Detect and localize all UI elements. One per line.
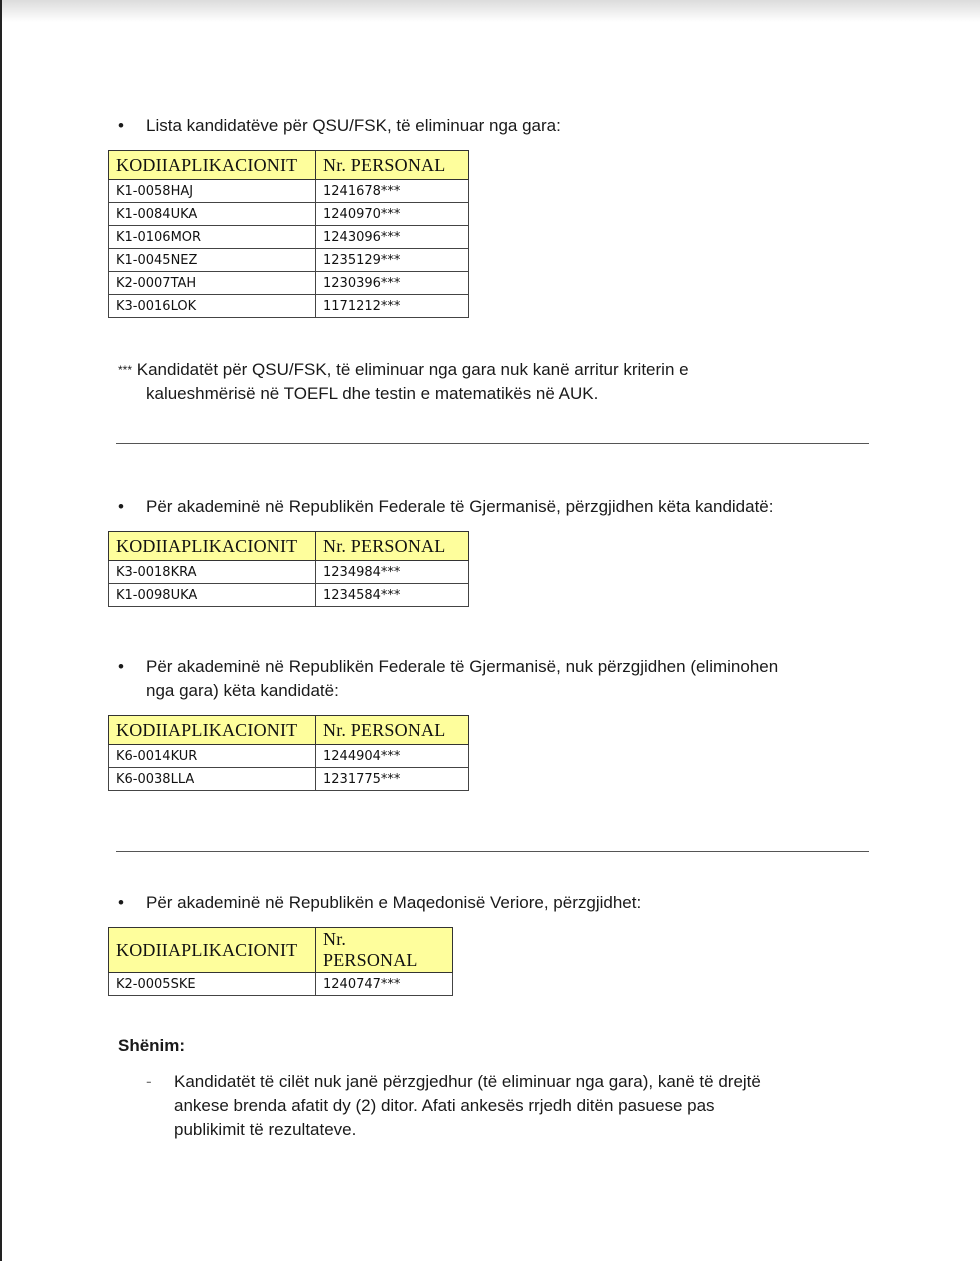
note-heading: Shënim:	[118, 1036, 186, 1055]
column-header-personal: Nr. PERSONAL	[316, 151, 469, 180]
application-code: K2-0005SKE	[109, 973, 316, 996]
table-header-row	[109, 928, 453, 973]
column-header-code: KODIIAPLIKACIONIT	[109, 151, 316, 180]
note-line1: Kandidatët të cilët nuk janë përzgjedhur (të eliminuar nga gara), kanë të drejtë	[174, 1072, 761, 1091]
bullet-icon: •	[118, 116, 124, 135]
application-code: K2-0007TAH	[109, 272, 316, 295]
table-header-row	[109, 716, 469, 745]
section3-heading-line1: Për akademinë në Republikën Federale të Gjermanisë, nuk përzgjidhen (eliminohen	[146, 657, 779, 676]
table-row	[109, 203, 469, 226]
personal-number: 1231775***	[316, 768, 469, 791]
column-header-personal: Nr. PERSONAL	[316, 716, 469, 745]
divider	[116, 443, 869, 444]
application-code: K1-0084UKA	[109, 203, 316, 226]
section2-table	[108, 531, 469, 607]
table-row	[109, 745, 469, 768]
table-row	[109, 973, 453, 996]
footnote-line1: Kandidatët për QSU/FSK, të eliminuar nga gara nuk kanë arritur kriterin e	[136, 360, 689, 379]
application-code: K1-0098UKA	[109, 584, 316, 607]
column-header-personal-line1: Nr.	[323, 929, 347, 949]
section2-heading-text: Për akademinë në Republikën Federale të Gjermanisë, përzgjidhen këta kandidatë:	[146, 497, 774, 516]
note-line3: publikimit të rezultateve.	[174, 1120, 357, 1139]
section4-heading	[118, 891, 641, 915]
table-row	[109, 561, 469, 584]
section1-heading-text: Lista kandidatëve për QSU/FSK, të eliminuar nga gara:	[146, 116, 561, 135]
personal-number: 1244904***	[316, 745, 469, 768]
note-item	[146, 1070, 846, 1142]
section1-table	[108, 150, 469, 318]
application-code: K3-0018KRA	[109, 561, 316, 584]
divider	[116, 851, 869, 852]
page-left-border	[0, 0, 2, 1261]
application-code: K6-0038LLA	[109, 768, 316, 791]
table-row	[109, 295, 469, 318]
table-row	[109, 180, 469, 203]
column-header-personal-line2: PERSONAL	[323, 950, 418, 970]
personal-number: 1241678***	[316, 180, 469, 203]
column-header-code: KODIIAPLIKACIONIT	[109, 928, 316, 973]
bullet-icon: •	[118, 657, 124, 676]
footnote-marker: ***	[118, 363, 133, 377]
section3-table	[108, 715, 469, 791]
section3-heading-line2: nga gara) këta kandidatë:	[146, 681, 339, 700]
footnote-line2: kalueshmërisë në TOEFL dhe testin e matematikës në AUK.	[146, 384, 599, 403]
personal-number: 1234584***	[316, 584, 469, 607]
section4-heading-text: Për akademinë në Republikën e Maqedonisë Veriore, përzgjidhet:	[146, 893, 642, 912]
column-header-personal: Nr. PERSONAL	[316, 532, 469, 561]
footnote	[118, 358, 818, 406]
section4-table	[108, 927, 453, 996]
page-top-shadow	[0, 0, 980, 22]
dash-marker: -	[146, 1072, 152, 1091]
section1-heading	[118, 114, 561, 138]
table-row	[109, 584, 469, 607]
application-code: K6-0014KUR	[109, 745, 316, 768]
section2-heading	[118, 495, 774, 519]
note-line2: ankese brenda afatit dy (2) ditor. Afati ankesës rrjedh ditën pasuese pas	[174, 1096, 715, 1115]
application-code: K1-0045NEZ	[109, 249, 316, 272]
application-code: K3-0016LOK	[109, 295, 316, 318]
table-row	[109, 249, 469, 272]
personal-number: 1243096***	[316, 226, 469, 249]
personal-number: 1235129***	[316, 249, 469, 272]
personal-number: 1171212***	[316, 295, 469, 318]
personal-number: 1240747***	[316, 973, 453, 996]
table-header-row	[109, 532, 469, 561]
personal-number: 1230396***	[316, 272, 469, 295]
column-header-personal	[316, 928, 453, 973]
column-header-code: KODIIAPLIKACIONIT	[109, 716, 316, 745]
table-row	[109, 768, 469, 791]
personal-number: 1240970***	[316, 203, 469, 226]
table-header-row	[109, 151, 469, 180]
personal-number: 1234984***	[316, 561, 469, 584]
table-row	[109, 272, 469, 295]
application-code: K1-0058HAJ	[109, 180, 316, 203]
section3-heading	[118, 655, 778, 703]
application-code: K1-0106MOR	[109, 226, 316, 249]
column-header-code: KODIIAPLIKACIONIT	[109, 532, 316, 561]
table-row	[109, 226, 469, 249]
bullet-icon: •	[118, 893, 124, 912]
bullet-icon: •	[118, 497, 124, 516]
